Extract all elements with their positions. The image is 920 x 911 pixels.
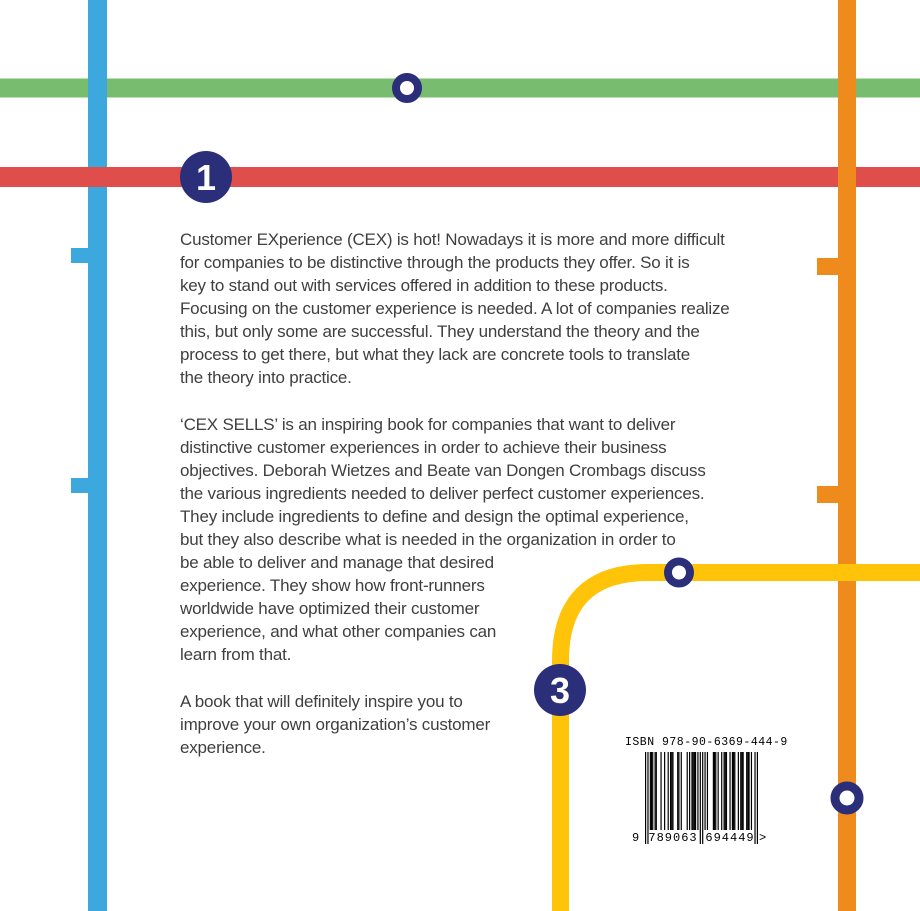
- barcode-bar: [748, 752, 749, 830]
- barcode-bar: [693, 752, 694, 830]
- barcode-bar: [697, 752, 698, 830]
- barcode-bar: [757, 752, 758, 844]
- barcode-bar: [668, 752, 669, 830]
- barcode-bar: [747, 752, 748, 830]
- text-line: be able to deliver and manage that desired: [180, 553, 494, 572]
- barcode-bar: [707, 752, 708, 830]
- barcode-bar: [740, 752, 741, 830]
- barcode-bar: [721, 752, 722, 830]
- barcode-bar: [656, 752, 657, 830]
- line-badge-1: [180, 151, 232, 203]
- text-line: Focusing on the customer experience is needed. A lot of companies realize: [180, 299, 730, 318]
- barcode-bar: [695, 752, 696, 830]
- badge-number: 1: [195, 157, 217, 198]
- text-line: for companies to be distinctive through the products they offer. So it is: [180, 253, 690, 272]
- text-line: improve your own organization’s customer: [180, 715, 491, 734]
- barcode-bar: [650, 752, 651, 830]
- barcode-bars-area: [632, 752, 767, 846]
- barcode-bar: [645, 752, 646, 844]
- text-line: ‘CEX SELLS’ is an inspiring book for companies that want to deliver: [180, 415, 676, 434]
- back-cover-blurb: [180, 228, 730, 783]
- barcode-bar: [704, 752, 705, 830]
- barcode-bar: [651, 752, 652, 830]
- barcode-bar: [729, 752, 730, 830]
- barcode-bar: [681, 752, 682, 830]
- text-line: experience.: [180, 738, 266, 757]
- badge-number: 3: [549, 670, 571, 711]
- barcode-bar: [689, 752, 690, 830]
- text-line: experience. They show how front-runners: [180, 576, 485, 595]
- text-line: distinctive customer experiences in order to achieve their business: [180, 438, 667, 457]
- barcode-bar: [655, 752, 656, 830]
- barcode-bar: [738, 752, 739, 830]
- isbn-number-label: ISBN 978-90-6369-444-9: [625, 736, 788, 749]
- barcode-bar: [732, 752, 733, 830]
- barcode-bar: [678, 752, 679, 830]
- barcode-bar: [664, 752, 665, 830]
- paragraph-intro: [180, 228, 730, 389]
- barcode-bar: [671, 752, 672, 830]
- barcode-bar: [726, 752, 727, 830]
- barcode-bar: [751, 752, 752, 830]
- barcode-digits-right: 694449: [705, 831, 755, 845]
- isbn-barcode: [625, 736, 788, 846]
- text-line: They include ingredients to define and design the optimal experience,: [180, 507, 689, 526]
- barcode-bar: [652, 752, 653, 830]
- text-line: A book that will definitely inspire you to: [180, 692, 463, 711]
- barcode-bar: [691, 752, 692, 830]
- barcode-bar: [715, 752, 716, 830]
- barcode-bar: [670, 752, 671, 830]
- barcode-bar: [700, 752, 701, 844]
- barcode-bar: [713, 752, 714, 830]
- barcode-lead-digit: 9: [632, 831, 640, 845]
- barcode-bar: [724, 752, 725, 830]
- barcode-bar: [718, 752, 719, 830]
- text-line: the theory into practice.: [180, 368, 352, 387]
- metro-line-blue: [71, 0, 98, 911]
- barcode-bar: [734, 752, 735, 830]
- barcode-bar: [714, 752, 715, 830]
- barcode-bar: [660, 752, 661, 830]
- text-line: Customer EXperience (CEX) is hot! Nowadays it is more and more difficult: [180, 230, 725, 249]
- text-line: experience, and what other companies can: [180, 622, 497, 641]
- barcode-bar: [743, 752, 744, 830]
- text-line: objectives. Deborah Wietzes and Beate van Dongen Crombags discuss: [180, 461, 706, 480]
- text-line: this, but only some are successful. They understand the theory and the: [180, 322, 700, 341]
- text-line: key to stand out with services offered in addition to these products.: [180, 276, 668, 295]
- paragraph-book-description: [180, 413, 730, 666]
- text-line: process to get there, but what they lack are concrete tools to translate: [180, 345, 691, 364]
- barcode-bar: [677, 752, 678, 830]
- orange-line-station-marker-icon: [835, 786, 859, 810]
- text-line: learn from that.: [180, 645, 292, 664]
- metro-line-orange: [817, 0, 847, 911]
- text-line: the various ingredients needed to deliver perfect customer experiences.: [180, 484, 705, 503]
- barcode-end-char: >: [759, 831, 767, 845]
- barcode-bar: [725, 752, 726, 830]
- barcode-bar: [672, 752, 673, 830]
- barcode-bar: [741, 752, 742, 830]
- barcode-digits-left: 789063: [648, 831, 698, 845]
- barcode-bar: [733, 752, 734, 830]
- barcode-bar: [746, 752, 747, 830]
- text-line: worldwide have optimized their customer: [180, 599, 480, 618]
- text-line: but they also describe what is needed in the organization in order to: [180, 530, 676, 549]
- green-line-station-marker-icon: [396, 77, 418, 99]
- barcode-bar: [687, 752, 688, 830]
- barcode-bar: [694, 752, 695, 830]
